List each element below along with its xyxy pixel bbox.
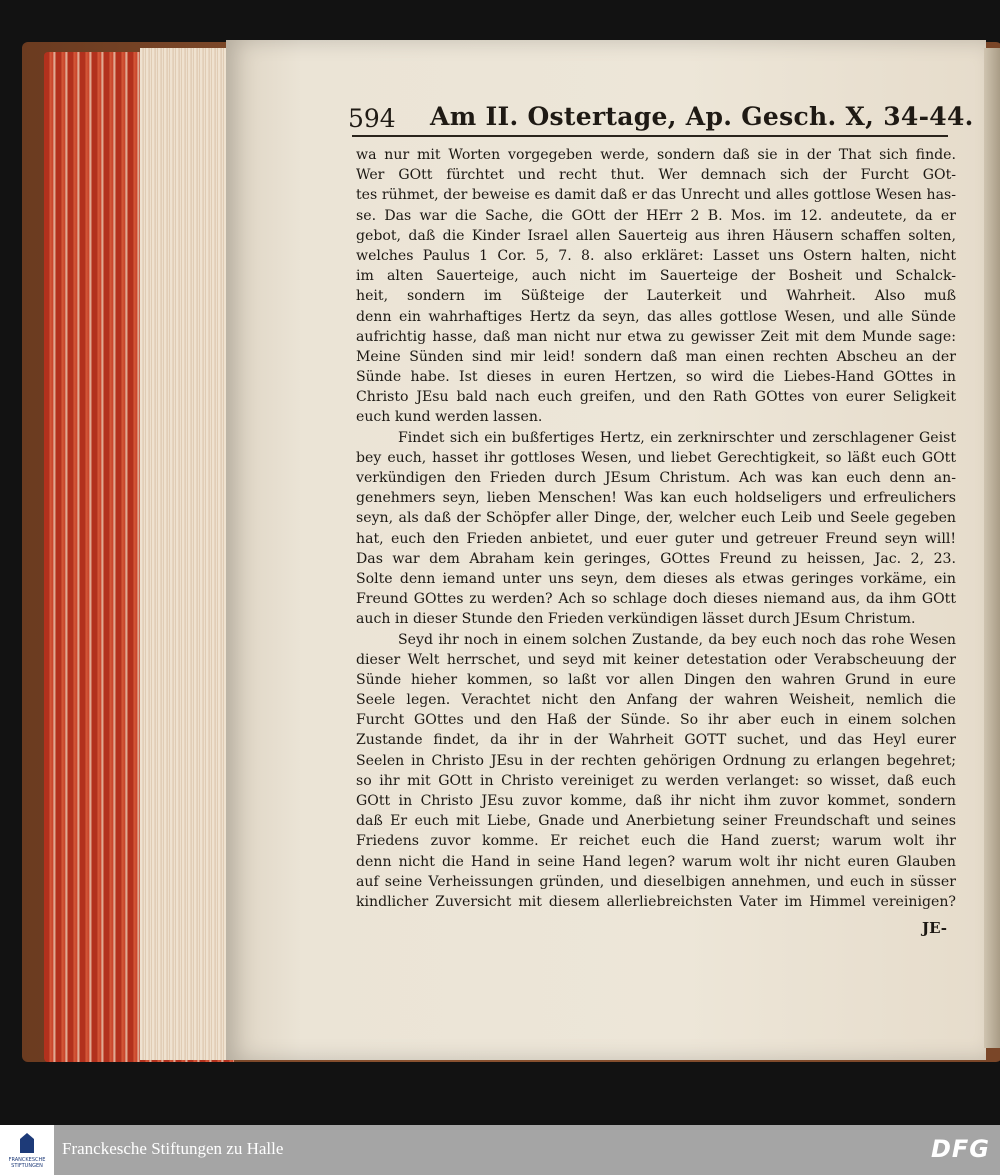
page-header (348, 100, 974, 136)
running-head: Am II. Ostertage, Ap. Gesch. X, 34-44. (430, 102, 974, 131)
page-number: 594 (348, 104, 396, 133)
text-line: Friedens zuvor komme. Er reichet euch die Hand zuerst; warum wolt ihr (356, 833, 956, 850)
text-line: im alten Sauerteige, auch nicht im Sauerteige der Bosheit und Schalck- (356, 268, 956, 285)
text-line: bey euch, hasset ihr gottloses Wesen, und liebet Gerechtigkeit, so läßt euch GOtt (356, 449, 956, 466)
institution-name[interactable]: Franckesche Stiftungen zu Halle (62, 1139, 284, 1158)
text-line: dieser Welt herrschet, und seyd mit keiner detestation oder Verabscheuung der (356, 651, 956, 668)
text-line: verkündigen den Frieden durch JEsum Christum. Ach was kan euch denn an- (356, 470, 956, 486)
text-line: auf seine Verheissungen gründen, und dieselbigen annehmen, und euch in süsser (356, 873, 956, 890)
text-line: Freund GOttes zu werden? Ach so schlage doch dieses niemand aus, da ihm GOtt (356, 591, 956, 608)
text-line: seyn, als daß der Schöpfer aller Dinge, der, welcher euch Leib und Seele gegeben (356, 510, 956, 527)
text-line: Sünde habe. Ist dieses in euren Hertzen, so wird die Liebes-Hand GOttes in (356, 369, 956, 386)
text-line: Wer GOtt fürchtet und recht thut. Wer demnach sich der Furcht GOt- (356, 167, 956, 184)
building-icon (20, 1133, 34, 1153)
text-line: aufrichtig hasse, daß man nicht nur etwa zu gewisser Zeit mit dem Munde sage: (356, 328, 956, 345)
text-line: denn ein wahrhaftiges Hertz da seyn, das alles gottlose Wesen, und alle Sünde (356, 308, 956, 325)
text-line: gebot, daß die Kinder Israel allen Sauerteig aus ihren Häusern schaffen solten, (356, 227, 956, 244)
text-line: heit, sondern im Süßteige der Lauterkeit und Wahrheit. Also muß (356, 288, 956, 305)
text-line: tes rühmet, der beweise es damit daß er das Unrecht und alles gottlose Wesen has- (356, 187, 956, 204)
text-line: daß Er euch mit Liebe, Gnade und Anerbietung seiner Freundschaft und seines (356, 813, 956, 830)
text-line: denn nicht die Hand in seine Hand legen? warum wolt ihr nicht euren Glauben (356, 853, 956, 870)
text-line: Findet sich ein bußfertiges Hertz, ein zerknirschter und zerschlagener Geist (398, 429, 956, 446)
text-line: Meine Sünden sind mir leid! sondern daß man einen rechten Abscheu an der (356, 348, 956, 365)
text-line: welches Paulus 1 Cor. 5, 7. 8. also erkläret: Lasset uns Ostern halten, nicht (356, 247, 956, 264)
page-right-edge (984, 48, 1000, 1048)
text-line: euch kund werden lassen. (356, 409, 543, 426)
institution-logo[interactable] (0, 1125, 54, 1175)
text-line: hat, euch den Frieden anbietet, und euer guter und getreuer Freund seyn will! (356, 530, 956, 547)
text-line: Zustande findet, da ihr in der Wahrheit GOTT suchet, und das Heyl eurer (356, 732, 956, 749)
text-line: genehmers seyn, lieben Menschen! Was kan euch holdseligers und erfreulichers (356, 490, 956, 507)
page-edges-light (140, 48, 232, 1060)
logo-text: FRANCKESCHE STIFTUNGEN (8, 1157, 46, 1169)
text-line: Solte denn iemand unter uns seyn, dem dieses als etwas geringes vorkäme, ein (356, 570, 956, 587)
dfg-logo[interactable]: DFG (930, 1135, 990, 1163)
footer-bar (0, 1125, 1000, 1175)
text-line: auch in dieser Stunde den Frieden verkündigen lässet durch JEsum Christum. (356, 611, 916, 628)
text-line: so ihr mit GOtt in Christo vereiniget zu werden verlanget: so wisset, daß euch (356, 772, 956, 789)
text-line: Seelen in Christo JEsu in der rechten gehörigen Ordnung zu erlangen begehret; (356, 752, 956, 769)
text-line: GOtt in Christo JEsu zuvor komme, daß ihr nicht ihm zuvor kommet, sondern (356, 793, 956, 809)
text-line: Christo JEsu bald nach euch greifen, und den Rath GOttes von eurer Seligkeit (356, 389, 956, 406)
text-line: Seyd ihr noch in einem solchen Zustande, da bey euch noch das rohe Wesen (398, 631, 956, 648)
text-line: Furcht GOttes und den Haß der Sünde. So ihr aber euch in einem solchen (356, 712, 956, 729)
catchword: JE- (922, 919, 948, 937)
text-line: kindlicher Zuversicht mit diesem allerliebreichsten Vater im Himmel vereinigen? (356, 893, 956, 910)
text-line: se. Das war die Sache, die GOtt der HErr 2 B. Mos. im 12. andeutete, da er (356, 207, 956, 224)
text-line: wa nur mit Worten vorgegeben werde, sondern daß sie in der That sich finde. (356, 147, 956, 163)
header-rule (352, 135, 948, 137)
body-text (356, 145, 956, 912)
text-line: Seele legen. Verachtet nicht den Anfang der wahren Weisheit, nemlich die (356, 692, 956, 709)
text-line: Sünde hieher kommen, so laßt vor allen Dingen den wahren Grund in eure (356, 671, 956, 688)
text-line: Das war dem Abraham kein geringes, GOttes Freund zu heissen, Jac. 2, 23. (356, 550, 956, 567)
